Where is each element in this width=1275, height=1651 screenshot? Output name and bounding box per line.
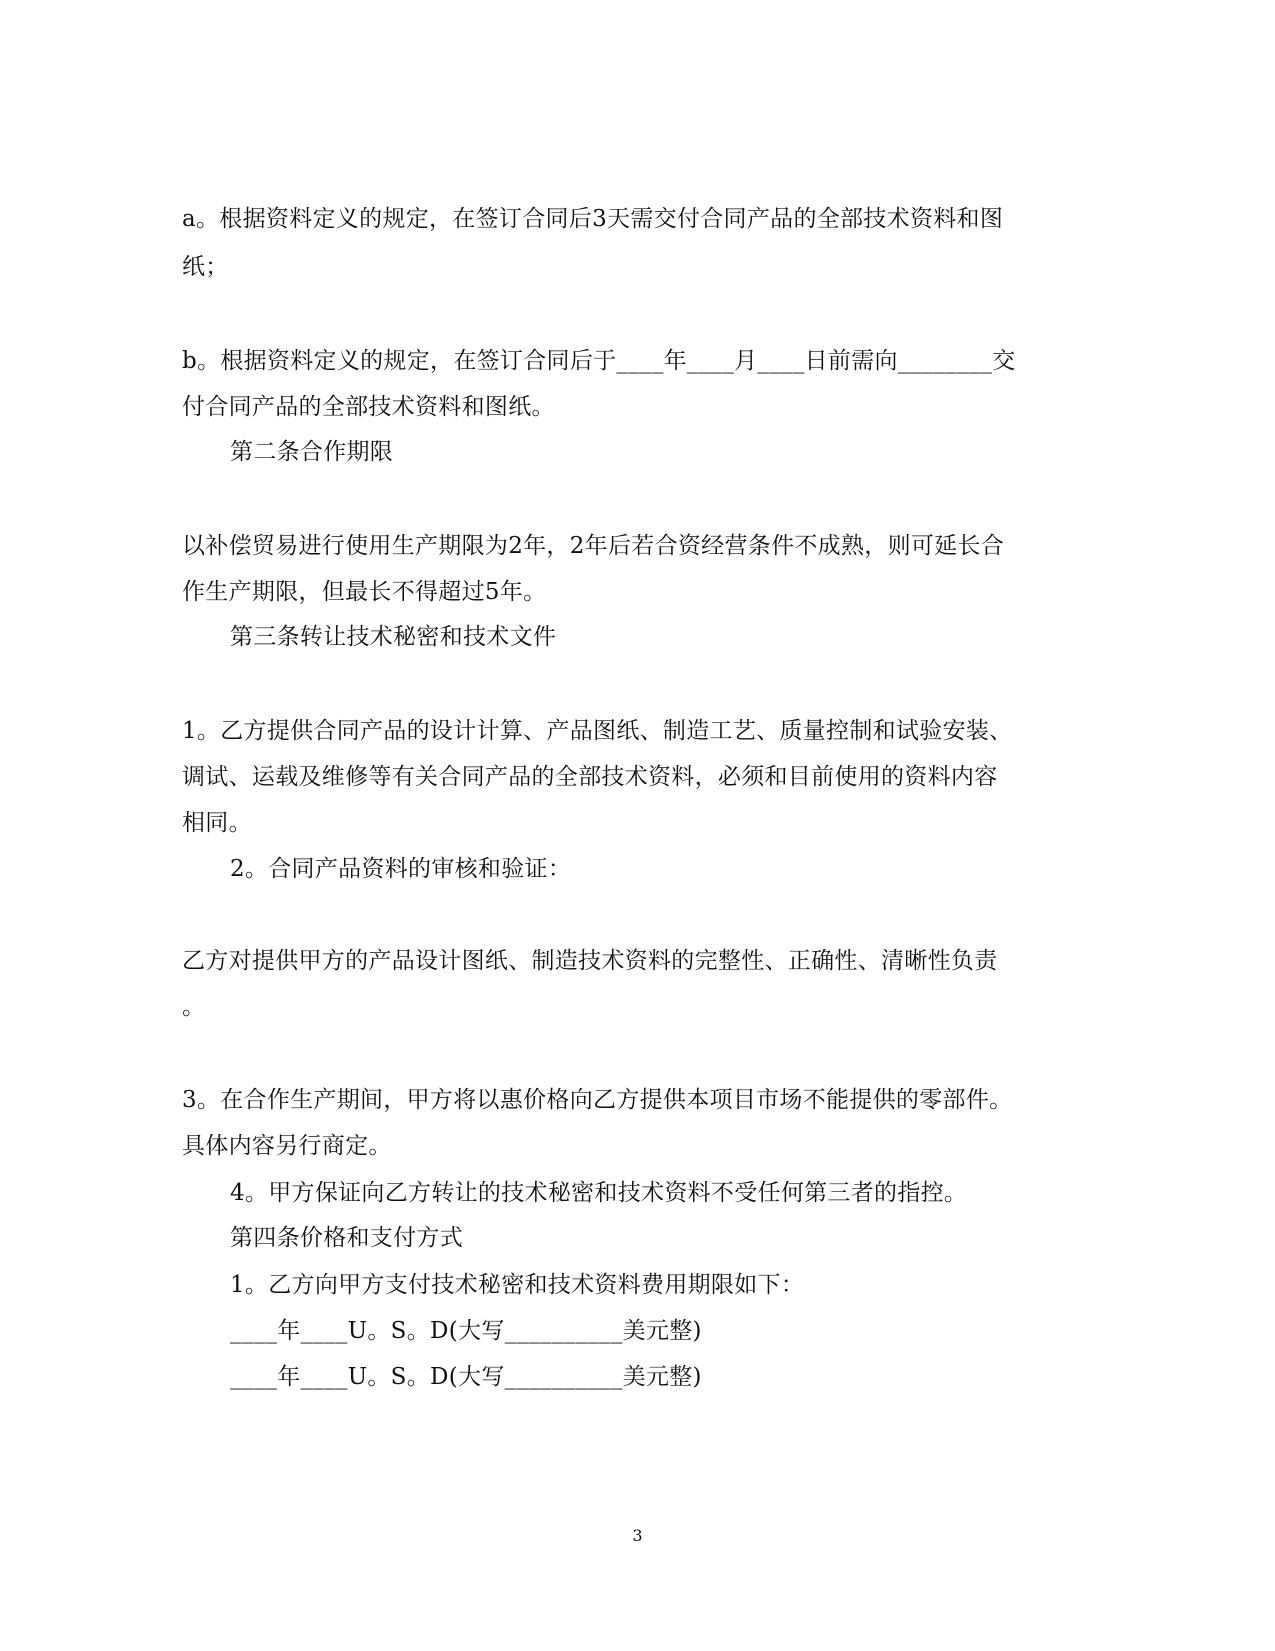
page-number: 3 <box>632 1526 643 1545</box>
clause-1-line-3: 相同。 <box>182 810 252 836</box>
paragraph-a-line-1: a。根据资料定义的规定，在签订合同后3天需交付合同产品的全部技术资料和图 <box>182 206 1004 232</box>
clause-3-line-1: 3。在合作生产期间，甲方将以惠价格向乙方提供本项目市场不能提供的零部件。 <box>182 1087 1013 1113</box>
article-2-text-line-2: 作生产期限，但最长不得超过5年。 <box>182 579 547 605</box>
clause-2-text-line-2: 。 <box>182 994 206 1020</box>
paragraph-b-line-2: 付合同产品的全部技术资料和图纸。 <box>182 394 555 420</box>
payment-line-2: ____年____U。S。D(大写__________美元整) <box>230 1364 702 1390</box>
clause-1-line-1: 1。乙方提供合同产品的设计计算、产品图纸、制造工艺、质量控制和试验安装、 <box>182 718 1013 744</box>
article-4-heading: 第四条价格和支付方式 <box>230 1225 463 1251</box>
clause-4-text: 4。甲方保证向乙方转让的技术秘密和技术资料不受任何第三者的指控。 <box>230 1180 968 1206</box>
clause-2-heading: 2。合同产品资料的审核和验证： <box>230 856 572 882</box>
article-4-clause-1: 1。乙方向甲方支付技术秘密和技术资料费用期限如下： <box>230 1272 805 1298</box>
clause-3-line-2: 具体内容另行商定。 <box>182 1133 392 1159</box>
payment-line-1: ____年____U。S。D(大写__________美元整) <box>230 1318 702 1344</box>
clause-2-text-line-1: 乙方对提供甲方的产品设计图纸、制造技术资料的完整性、正确性、清晰性负责 <box>182 948 998 974</box>
article-2-text-line-1: 以补偿贸易进行使用生产期限为2年，2年后若合资经营条件不成熟，则可延长合 <box>182 533 1005 559</box>
article-3-heading: 第三条转让技术秘密和技术文件 <box>230 624 557 650</box>
clause-1-line-2: 调试、运载及维修等有关合同产品的全部技术资料，必须和目前使用的资料内容 <box>182 764 998 790</box>
article-2-heading: 第二条合作期限 <box>230 439 394 465</box>
paragraph-b-line-1: b。根据资料定义的规定，在签订合同后于____年____月____日前需向________交 <box>182 348 1016 374</box>
paragraph-a-line-2: 纸； <box>182 254 229 280</box>
